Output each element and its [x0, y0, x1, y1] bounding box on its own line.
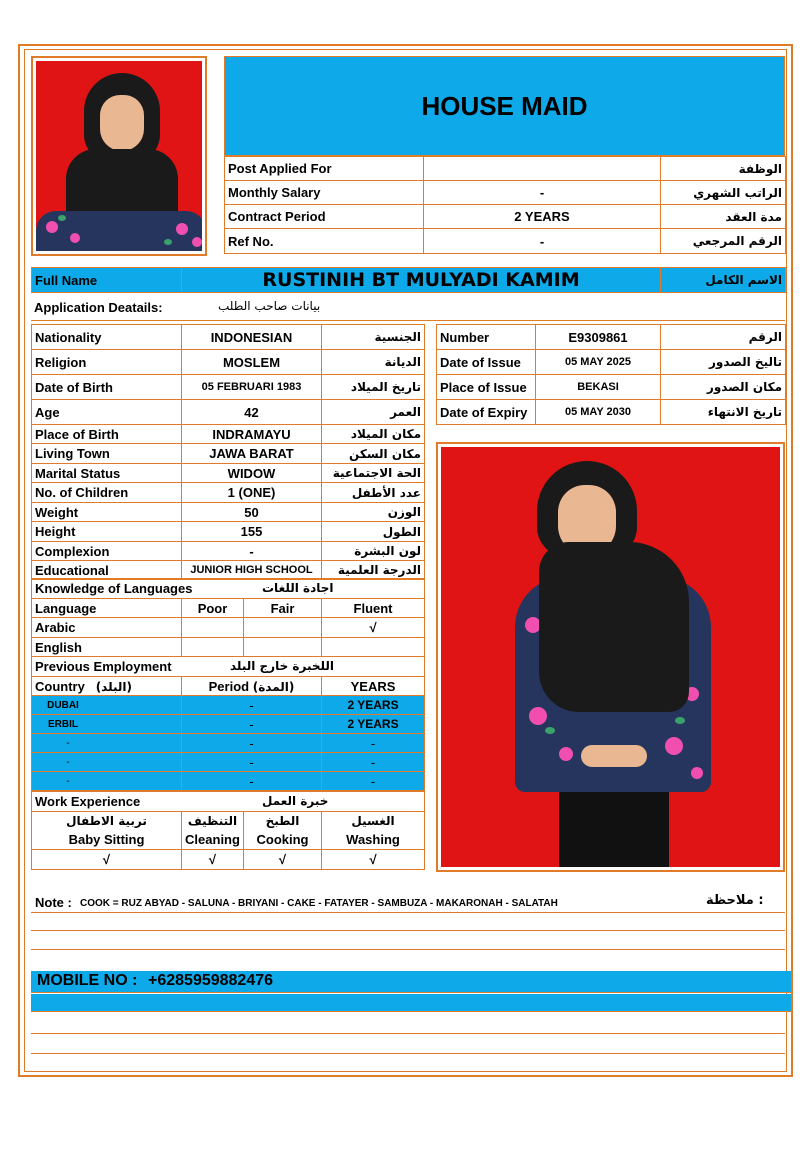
issue-date-label: Date of Issue: [437, 350, 536, 375]
religion-label: Religion: [32, 350, 182, 375]
mobile-value: +6285959882476: [148, 972, 274, 989]
employment-years: 2 YEARS: [322, 715, 425, 734]
dob-value: 05 FEBRUARI 1983: [182, 375, 322, 400]
education-label: Educational: [32, 561, 182, 580]
dob-label-ar: تاريخ الميلاد: [322, 375, 425, 400]
country-header: [32, 677, 182, 696]
marital-label-ar: الحة الاجتماعية: [322, 464, 425, 483]
full-name-label-ar: الاسم الكامل: [661, 268, 786, 293]
living-town-label-ar: مكان السكن: [322, 444, 425, 464]
employment-country: DUBAI: [32, 696, 182, 715]
full-name-table: [31, 267, 786, 293]
languages-table: [31, 578, 425, 657]
dob-label: Date of Birth: [32, 375, 182, 400]
skills-check-row: [32, 850, 425, 870]
skill-label: Cleaning: [182, 830, 244, 850]
employment-title-ar: اللخبرة خارج البلد: [230, 659, 335, 673]
height-row: [32, 522, 425, 542]
height-value: 155: [182, 522, 322, 542]
full-name-label: Full Name: [32, 268, 182, 293]
age-label-ar: العمر: [322, 400, 425, 425]
skill-check: √: [244, 850, 322, 870]
fair-header: Fair: [244, 599, 322, 618]
education-label-ar: الدرجة العلمية: [322, 561, 425, 580]
complexion-row: [32, 542, 425, 561]
fluent-header: Fluent: [322, 599, 425, 618]
years-header: YEARS: [322, 677, 425, 696]
ref-label: Ref No.: [225, 229, 424, 254]
employment-title-row: [32, 657, 425, 677]
employment-country: -: [32, 772, 182, 791]
country-header-label-ar: (البلد): [95, 679, 133, 694]
period-header-label: Period: [208, 678, 250, 694]
post-row: [225, 157, 786, 181]
skill-check: √: [32, 850, 182, 870]
employment-country: -: [32, 753, 182, 772]
issue-place-row: [437, 375, 786, 400]
language-name: English: [32, 638, 182, 657]
ref-row: [225, 229, 786, 254]
height-label: Height: [32, 522, 182, 542]
religion-label-ar: الديانة: [322, 350, 425, 375]
post-value: [424, 157, 661, 181]
height-label-ar: الطول: [322, 522, 425, 542]
document-title-banner: [224, 56, 785, 156]
age-value: 42: [182, 400, 322, 425]
work-experience-title-row: [32, 792, 425, 812]
employment-row: [32, 753, 425, 772]
issue-place-value: BEKASI: [536, 375, 661, 400]
full-name-value: RUSTINIH BT MULYADI KAMIM: [182, 268, 661, 293]
skill-label: Cooking: [244, 830, 322, 850]
issue-place-label-ar: مكان الصدور: [661, 375, 786, 400]
languages-title: Knowledge of Languages: [35, 581, 193, 596]
age-label: Age: [32, 400, 182, 425]
passport-number-label: Number: [437, 325, 536, 350]
period-header: [182, 677, 322, 696]
nationality-label: Nationality: [32, 325, 182, 350]
employment-period: -: [182, 734, 322, 753]
pob-row: [32, 425, 425, 444]
children-row: [32, 483, 425, 503]
note-text: COOK = RUZ ABYAD - SALUNA - BRIYANI - CAKE - FATAYER - SAMBUZA - MAKARONAH - SALATAH: [80, 898, 558, 909]
employment-period: -: [182, 715, 322, 734]
portrait-photo: [31, 56, 207, 256]
pob-value: INDRAMAYU: [182, 425, 322, 444]
education-row: [32, 561, 425, 580]
employment-years: -: [322, 753, 425, 772]
employment-row: [32, 772, 425, 791]
languages-title-ar: اجادة اللغات: [262, 581, 334, 595]
marital-row: [32, 464, 425, 483]
complexion-label: Complexion: [32, 542, 182, 561]
post-details-table: [224, 156, 786, 254]
note-label-ar: ملاحظة :: [706, 893, 764, 908]
weight-label-ar: الوزن: [322, 503, 425, 522]
marital-label: Marital Status: [32, 464, 182, 483]
application-details-label-ar: بيانات صاحب الطلب: [218, 299, 321, 313]
employment-years: -: [322, 734, 425, 753]
employment-country: ERBIL: [32, 715, 182, 734]
skills-row: [32, 830, 425, 850]
passport-table: [436, 324, 786, 425]
skill-check: √: [322, 850, 425, 870]
post-label: Post Applied For: [225, 157, 424, 181]
living-town-label: Living Town: [32, 444, 182, 464]
work-experience-title-ar: خبرة العمل: [262, 794, 329, 808]
living-town-value: JAWA BARAT: [182, 444, 322, 464]
expiry-row: [437, 400, 786, 425]
language-fair: [244, 638, 322, 657]
language-poor: [182, 618, 244, 638]
issue-date-label-ar: تاليخ الصدور: [661, 350, 786, 375]
expiry-label: Date of Expiry: [437, 400, 536, 425]
note-label: Note :: [35, 895, 72, 910]
contract-row: [225, 205, 786, 229]
personal-info-table: [31, 324, 425, 580]
document-title: HOUSE MAID: [421, 90, 588, 121]
issue-place-label: Place of Issue: [437, 375, 536, 400]
post-label-ar: الوظفة: [661, 157, 786, 181]
work-experience-title: Work Experience: [35, 794, 141, 809]
expiry-value: 05 MAY 2030: [536, 400, 661, 425]
nationality-row: [32, 325, 425, 350]
children-value: 1 (ONE): [182, 483, 322, 503]
employment-period: -: [182, 753, 322, 772]
employment-row: [32, 734, 425, 753]
skill-label: Baby Sitting: [32, 830, 182, 850]
salary-value: -: [424, 181, 661, 205]
age-row: [32, 400, 425, 425]
contract-value: 2 YEARS: [424, 205, 661, 229]
skill-label: Washing: [322, 830, 425, 850]
ref-label-ar: الرقم المرجعي: [661, 229, 786, 254]
footer-line: [31, 1053, 785, 1054]
employment-period: -: [182, 696, 322, 715]
children-label-ar: عدد الأطفل: [322, 483, 425, 503]
language-fair: [244, 618, 322, 638]
skills-ar-row: [32, 812, 425, 830]
employment-table: [31, 656, 425, 791]
nationality-value: INDONESIAN: [182, 325, 322, 350]
language-poor: [182, 638, 244, 657]
pob-label: Place of Birth: [32, 425, 182, 444]
passport-number-label-ar: الرقم: [661, 325, 786, 350]
weight-label: Weight: [32, 503, 182, 522]
issue-date-value: 05 MAY 2025: [536, 350, 661, 375]
languages-title-row: [32, 579, 425, 599]
employment-years: 2 YEARS: [322, 696, 425, 715]
living-town-row: [32, 444, 425, 464]
mobile-bar-extra: [31, 994, 791, 1012]
language-name: Arabic: [32, 618, 182, 638]
country-header-label: Country: [35, 678, 85, 694]
skill-label-ar: الغسيل: [322, 812, 425, 830]
employment-title: Previous Employment: [35, 659, 172, 674]
footer-line: [31, 1033, 785, 1034]
passport-number-value: E9309861: [536, 325, 661, 350]
skill-label-ar: تربية الاطفال: [32, 812, 182, 830]
salary-label: Monthly Salary: [225, 181, 424, 205]
skill-label-ar: التنظيف: [182, 812, 244, 830]
note-line: [31, 930, 785, 931]
language-fluent: √: [322, 618, 425, 638]
nationality-label-ar: الجنسية: [322, 325, 425, 350]
note-line: [31, 912, 785, 913]
skill-label-ar: الطبخ: [244, 812, 322, 830]
salary-label-ar: الراتب الشهري: [661, 181, 786, 205]
mobile-bar: [31, 971, 791, 993]
dob-row: [32, 375, 425, 400]
weight-row: [32, 503, 425, 522]
note-line: [31, 949, 785, 950]
employment-period: -: [182, 772, 322, 791]
period-header-label-ar: (المدة): [252, 679, 295, 694]
employment-row: [32, 715, 425, 734]
languages-header-row: [32, 599, 425, 618]
divider: [31, 320, 785, 321]
education-value: JUNIOR HIGH SCHOOL: [182, 561, 322, 580]
weight-value: 50: [182, 503, 322, 522]
complexion-label-ar: لون البشرة: [322, 542, 425, 561]
complexion-value: -: [182, 542, 322, 561]
marital-value: WIDOW: [182, 464, 322, 483]
pob-label-ar: مكان الميلاد: [322, 425, 425, 444]
skill-check: √: [182, 850, 244, 870]
salary-row: [225, 181, 786, 205]
contract-label: Contract Period: [225, 205, 424, 229]
language-row-arabic: [32, 618, 425, 638]
poor-header: Poor: [182, 599, 244, 618]
employment-row: [32, 696, 425, 715]
religion-row: [32, 350, 425, 375]
passport-number-row: [437, 325, 786, 350]
religion-value: MOSLEM: [182, 350, 322, 375]
employment-country: -: [32, 734, 182, 753]
employment-years: -: [322, 772, 425, 791]
application-details-label: Application Deatails:: [34, 300, 163, 315]
mobile-label: MOBILE NO :: [37, 972, 138, 989]
language-header: Language: [32, 599, 182, 618]
contract-label-ar: مدة العقد: [661, 205, 786, 229]
language-row-english: [32, 638, 425, 657]
issue-date-row: [437, 350, 786, 375]
work-experience-table: [31, 791, 425, 870]
employment-header-row: [32, 677, 425, 696]
language-fluent: [322, 638, 425, 657]
expiry-label-ar: تاريخ الانتهاء: [661, 400, 786, 425]
ref-value: -: [424, 229, 661, 254]
full-body-photo: [436, 442, 785, 872]
children-label: No. of Children: [32, 483, 182, 503]
